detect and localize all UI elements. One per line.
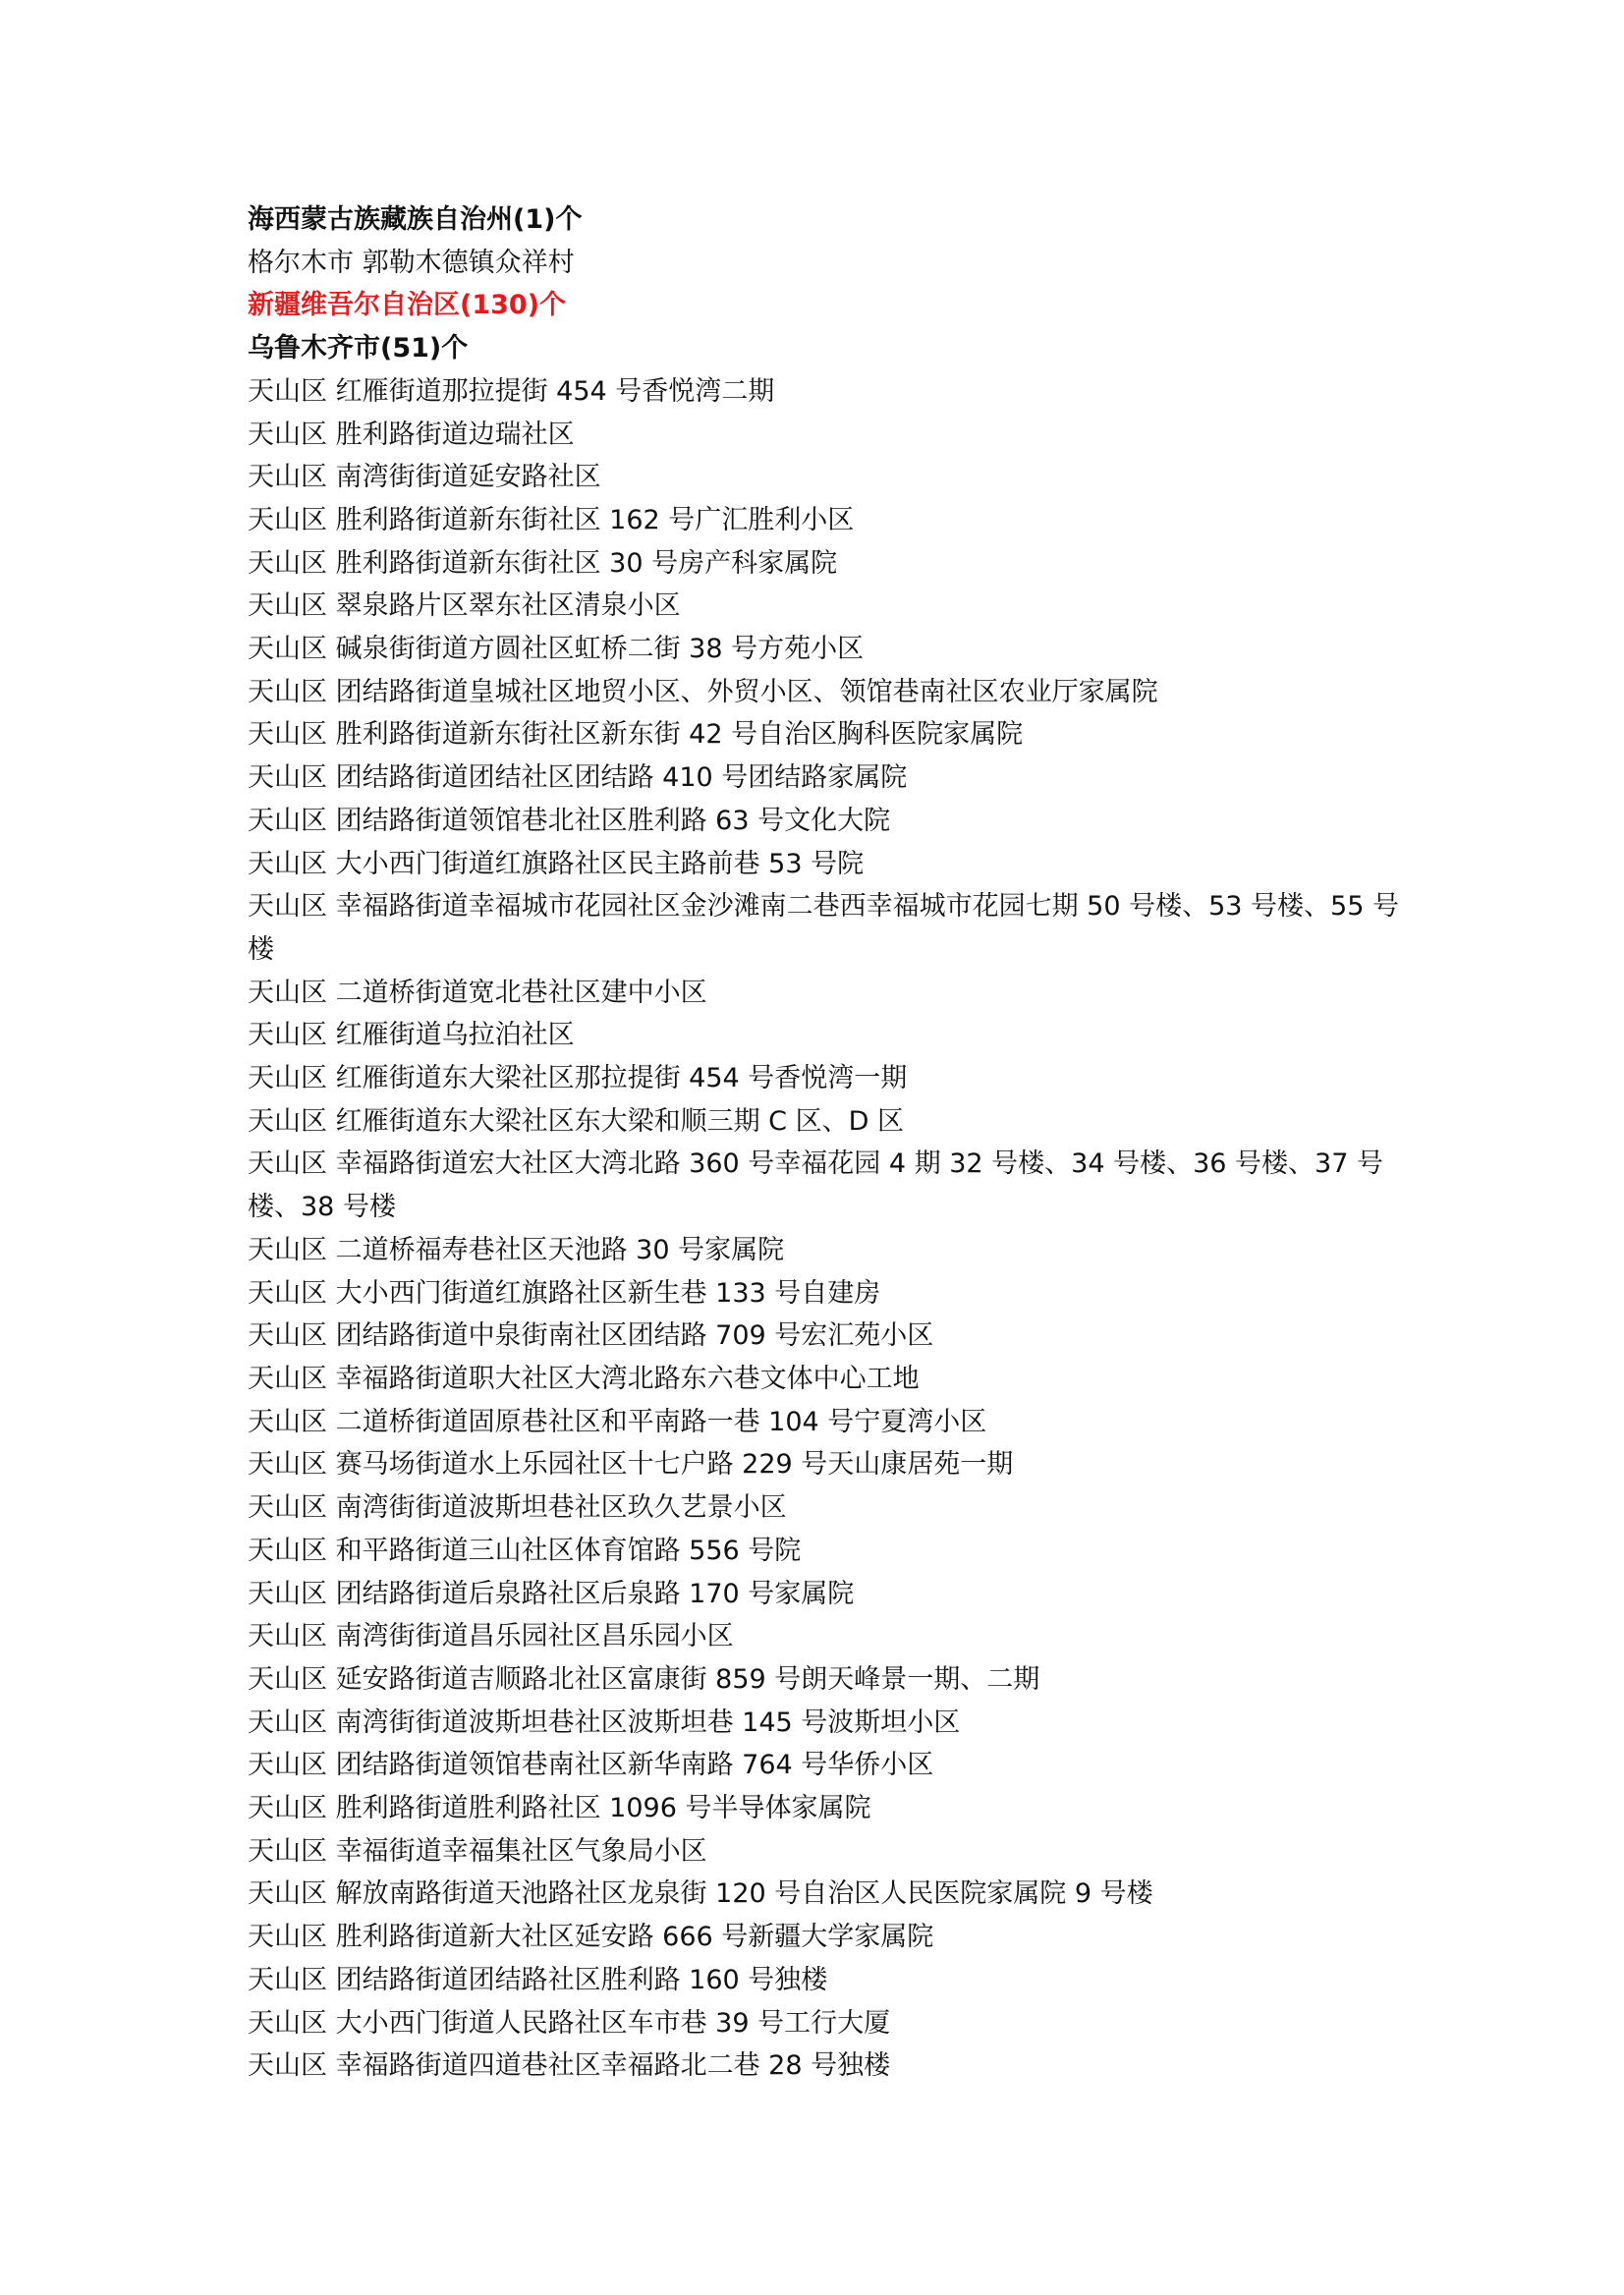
list-item: 天山区 翠泉路片区翠东社区清泉小区 xyxy=(248,590,681,622)
list-item: 天山区 胜利路街道新东街社区 162 号广汇胜利小区 xyxy=(248,504,855,535)
line-golmud: 格尔木市 郭勒木德镇众祥村 xyxy=(248,247,575,278)
list-item: 天山区 幸福街道幸福集社区气象局小区 xyxy=(248,1835,707,1867)
list-item: 天山区 胜利路街道边瑞社区 xyxy=(248,419,575,450)
list-item: 天山区 南湾街街道波斯坦巷社区波斯坦巷 145 号波斯坦小区 xyxy=(248,1707,961,1738)
list-item: 天山区 团结路街道团结路社区胜利路 160 号独楼 xyxy=(248,1964,828,1995)
list-item: 天山区 南湾街街道昌乐园社区昌乐园小区 xyxy=(248,1621,734,1652)
heading-urumqi-city: 乌鲁木齐市(51)个 xyxy=(248,333,469,364)
list-item: 天山区 幸福路街道四道巷社区幸福路北二巷 28 号独楼 xyxy=(248,2050,891,2082)
heading-haixi-prefecture: 海西蒙古族藏族自治州(1)个 xyxy=(248,204,583,235)
list-item: 天山区 南湾街街道波斯坦巷社区玖久艺景小区 xyxy=(248,1492,787,1524)
list-item: 天山区 赛马场街道水上乐园社区十七户路 229 号天山康居苑一期 xyxy=(248,1449,1014,1481)
entry-list xyxy=(248,370,1407,2088)
list-item: 天山区 胜利路街道胜利路社区 1096 号半导体家属院 xyxy=(248,1793,871,1824)
list-item: 天山区 幸福路街道宏大社区大湾北路 360 号幸福花园 4 期 32 号楼、34 号楼、36 号楼、37 号楼、38 号楼 xyxy=(248,1148,1383,1223)
list-item: 天山区 南湾街街道延安路社区 xyxy=(248,462,601,493)
list-item: 天山区 团结路街道领馆巷北社区胜利路 63 号文化大院 xyxy=(248,805,891,836)
list-item: 天山区 团结路街道皇城社区地贸小区、外贸小区、领馆巷南社区农业厅家属院 xyxy=(248,676,1158,707)
list-item: 天山区 和平路街道三山社区体育馆路 556 号院 xyxy=(248,1535,802,1566)
list-item: 天山区 红雁街道乌拉泊社区 xyxy=(248,1020,575,1051)
list-item: 天山区 大小西门街道红旗路社区新生巷 133 号自建房 xyxy=(248,1277,881,1309)
document-page xyxy=(248,198,1407,2088)
list-item: 天山区 团结路街道后泉路社区后泉路 170 号家属院 xyxy=(248,1578,855,1609)
list-item: 天山区 解放南路街道天池路社区龙泉街 120 号自治区人民医院家属院 9 号楼 xyxy=(248,1878,1153,1910)
list-item: 天山区 碱泉街街道方圆社区虹桥二街 38 号方苑小区 xyxy=(248,634,865,665)
list-item: 天山区 幸福路街道幸福城市花园社区金沙滩南二巷西幸福城市花园七期 50 号楼、53 号楼、55 号楼 xyxy=(248,891,1399,965)
list-item: 天山区 团结路街道领馆巷南社区新华南路 764 号华侨小区 xyxy=(248,1750,934,1781)
list-item: 天山区 大小西门街道红旗路社区民主路前巷 53 号院 xyxy=(248,848,865,879)
list-item: 天山区 幸福路街道职大社区大湾北路东六巷文体中心工地 xyxy=(248,1363,920,1394)
list-item: 天山区 二道桥街道宽北巷社区建中小区 xyxy=(248,977,707,1008)
list-item: 天山区 胜利路街道新大社区延安路 666 号新疆大学家属院 xyxy=(248,1922,934,1953)
list-item: 天山区 团结路街道中泉街南社区团结路 709 号宏汇苑小区 xyxy=(248,1320,934,1352)
list-item: 天山区 团结路街道团结社区团结路 410 号团结路家属院 xyxy=(248,762,908,794)
list-item: 天山区 延安路街道吉顺路北社区富康街 859 号朗天峰景一期、二期 xyxy=(248,1663,1040,1695)
heading-xinjiang-region: 新疆维吾尔自治区(130)个 xyxy=(248,290,567,321)
list-item: 天山区 红雁街道那拉提街 454 号香悦湾二期 xyxy=(248,375,775,407)
list-item: 天山区 胜利路街道新东街社区新东街 42 号自治区胸科医院家属院 xyxy=(248,719,1024,751)
list-item: 天山区 胜利路街道新东街社区 30 号房产科家属院 xyxy=(248,547,838,579)
list-item: 天山区 红雁街道东大梁社区东大梁和顺三期 C 区、D 区 xyxy=(248,1105,904,1137)
list-item: 天山区 二道桥福寿巷社区天池路 30 号家属院 xyxy=(248,1234,785,1265)
list-item: 天山区 二道桥街道固原巷社区和平南路一巷 104 号宁夏湾小区 xyxy=(248,1406,987,1437)
list-item: 天山区 红雁街道东大梁社区那拉提街 454 号香悦湾一期 xyxy=(248,1063,908,1094)
list-item: 天山区 大小西门街道人民路社区车市巷 39 号工行大厦 xyxy=(248,2007,891,2039)
